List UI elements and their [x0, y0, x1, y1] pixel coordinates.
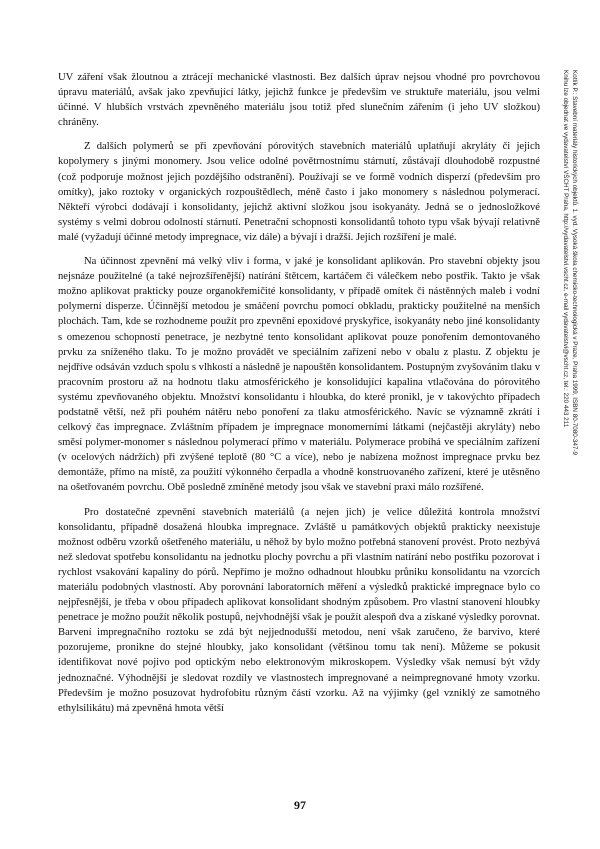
page-number: 97: [294, 798, 306, 812]
side-citation-line: Knihu lze objednat ve vydavatelství VŠCHT Praha, http://vydavatelstvi.vscht.cz, e-mail vydavatelstvi@vscht.cz, tel.: 220 443 211: [562, 70, 570, 428]
paragraph: Z dalších polymerů se při zpevňování pórovitých stavebních materiálů uplatňují akryláty či jejich kopolymery s jinými monomery. Jsou velice odolné povětrnostnímu stárnutí, zůstávají dlouhodobě rozpustné (což podporuje možnost jejich pozdějšího odstranění). Používají se ve formě vodních disperzí (především pro omítky), jako roztoky v organických rozpouštědlech, méně často i jako monomery s následnou polymerací. Někteří výrobci dodávají i konsolidanty, jejichž aktivní složkou jsou isokyanáty. Jedná se o jednosložkové systémy s velmi dobrou odolností stárnutí. Penetrační schopnosti konsolidantů tohoto typu však bývají relativně malé (vyžadují účinné metody impregnace, viz dále) a bývají i dražší. Jejich rozšíření je malé.: [58, 141, 540, 243]
paragraph: Pro dostatečné zpevnění stavebních materiálů (a nejen jich) je velice důležitá kontrola množství konsolidantu, případně dosažená hloubka impregnace. Zvláště u památkových objektů prakticky neexistuje možnost odběru vzorků ošetřeného materiálu, u něhož by bylo možno potřebná stanovení provést. Proto nezbývá než sledovat spotřebu konsolidantu na jednotku plochy povrchu a při vlastním natírání nebo postřiku pozorovat i rychlost vsakování kapaliny do pórů. Nepřímo je možno odhadnout hloubku průniku konsolidantu na vzorcích materiálu podobných vlastností. Aby porovnání laboratorních měření a výsledků praktické impregnace bylo co nejpřesnější, je třeba v obou případech aplikovat konsolidant shodným způsobem. Pro vlastní stanovení hloubky penetrace je možno použít několik postupů, nejvhodnější však je použít alespoň dva a získané výsledky porovnat. Barvení impregnačního roztoku se zdá být nejjednodušší metodou, není však zaručeno, že barvivo, které pozorujeme, pronikne do stejné hloubky, jako konsolidant (většinou tomu tak není). Můžeme se pokusit identifikovat nové pojivo pod optickým nebo elektronovým mikroskopem. Výsledky však nemusí být vždy jednoznačné. Výhodnější je sledovat rozdíly ve vlastnostech impregnované a neimpregnované hmoty vzorku. Především je možno posuzovat hydrofobitu různým částí vzorku. Až na výjimky (gel vzniklý ze samotného ethylsilikátu) má zpevněná hmota větší: [58, 506, 540, 714]
paragraph: Na účinnost zpevnění má velký vliv i forma, v jaké je konsolidant aplikován. Pro stavební objekty jsou nejsnáze použitelné (a také nejrozšířenější) natírání štětcem, kartáčem či válečkem nebo postřik. Takto je však možno aplikovat prakticky pouze organokřemičité konsolidanty, v případě omítek či nástěnných maleb i vodní polymerní disperze. Účinnější metodou je smáčení povrchu pomocí obkladu, prakticky použitelné na menších plochách. Tam, kde se rozhodneme použít pro zpevnění epoxidové pryskyřice, isokyanáty nebo jiné konsolidanty s omezenou schopností penetrace, je nezbytné tento konsolidant aplikovat pouze ponořením demontovaného prvku za sníženého tlaku. To je možno provádět ve speciálním zařízení nebo v obalu z plastu. Z objektu je nejdříve odsáván vzduch spolu s vlhkostí a následně je napouštěn konsolidantem. Postupným zvyšováním tlaku v pracovním prostoru až na hodnotu tlaku atmosférického je konsolidující kapalina vtlačována do pórovitého systému zpevňovaného objektu. Množství konsolidantu i hloubka, do které pronikl, je v takovýchto případech podstatně větší, než při pouhém nátěru nebo ponoření za tlaku atmosférického. Navíc se významně zkrátí i celkový čas impregnace. Zvláštním případem je impregnace monomerními látkami (nejčastěji akryláty) nebo směsí polymer-monomer s následnou polymerací přímo v materiálu. Polymerace probíhá ve speciálním zařízení (v ocelových nádržích) při zvýšené teplotě (80 °C a více), nebo je nabízena možnost impregnace prvku bez demontáže, přímo na místě, za použití výkonného čerpadla a vhodně konstruovaného zařízení, které je utěsněno na ošetřovaném povrchu. Obě posledně zmíněné metody jsou však ve stavební praxi málo rozšířené.: [58, 256, 540, 494]
side-citation-line: Kotlík P.: Stavební materiály historických objektů. 1. vyd. Vysoká škola chemicko-technologická v Praze, Praha 1999, ISBN 80-7080-347-9: [571, 70, 578, 456]
page-body: [58, 70, 540, 716]
side-citation: [561, 70, 578, 456]
paragraph: UV záření však žloutnou a ztrácejí mechanické vlastnosti. Bez dalších úprav nejsou vhodné pro povrchovou úpravu materiálů, avšak jako zpevňující látky, jejichž funkce je především ve struktuře materiálu, jsou velmi účinné. V hlubších vrstvách zpevněného materiálu jsou totiž před slunečním zářením (i jeho UV složkou) chráněny.: [58, 72, 540, 129]
